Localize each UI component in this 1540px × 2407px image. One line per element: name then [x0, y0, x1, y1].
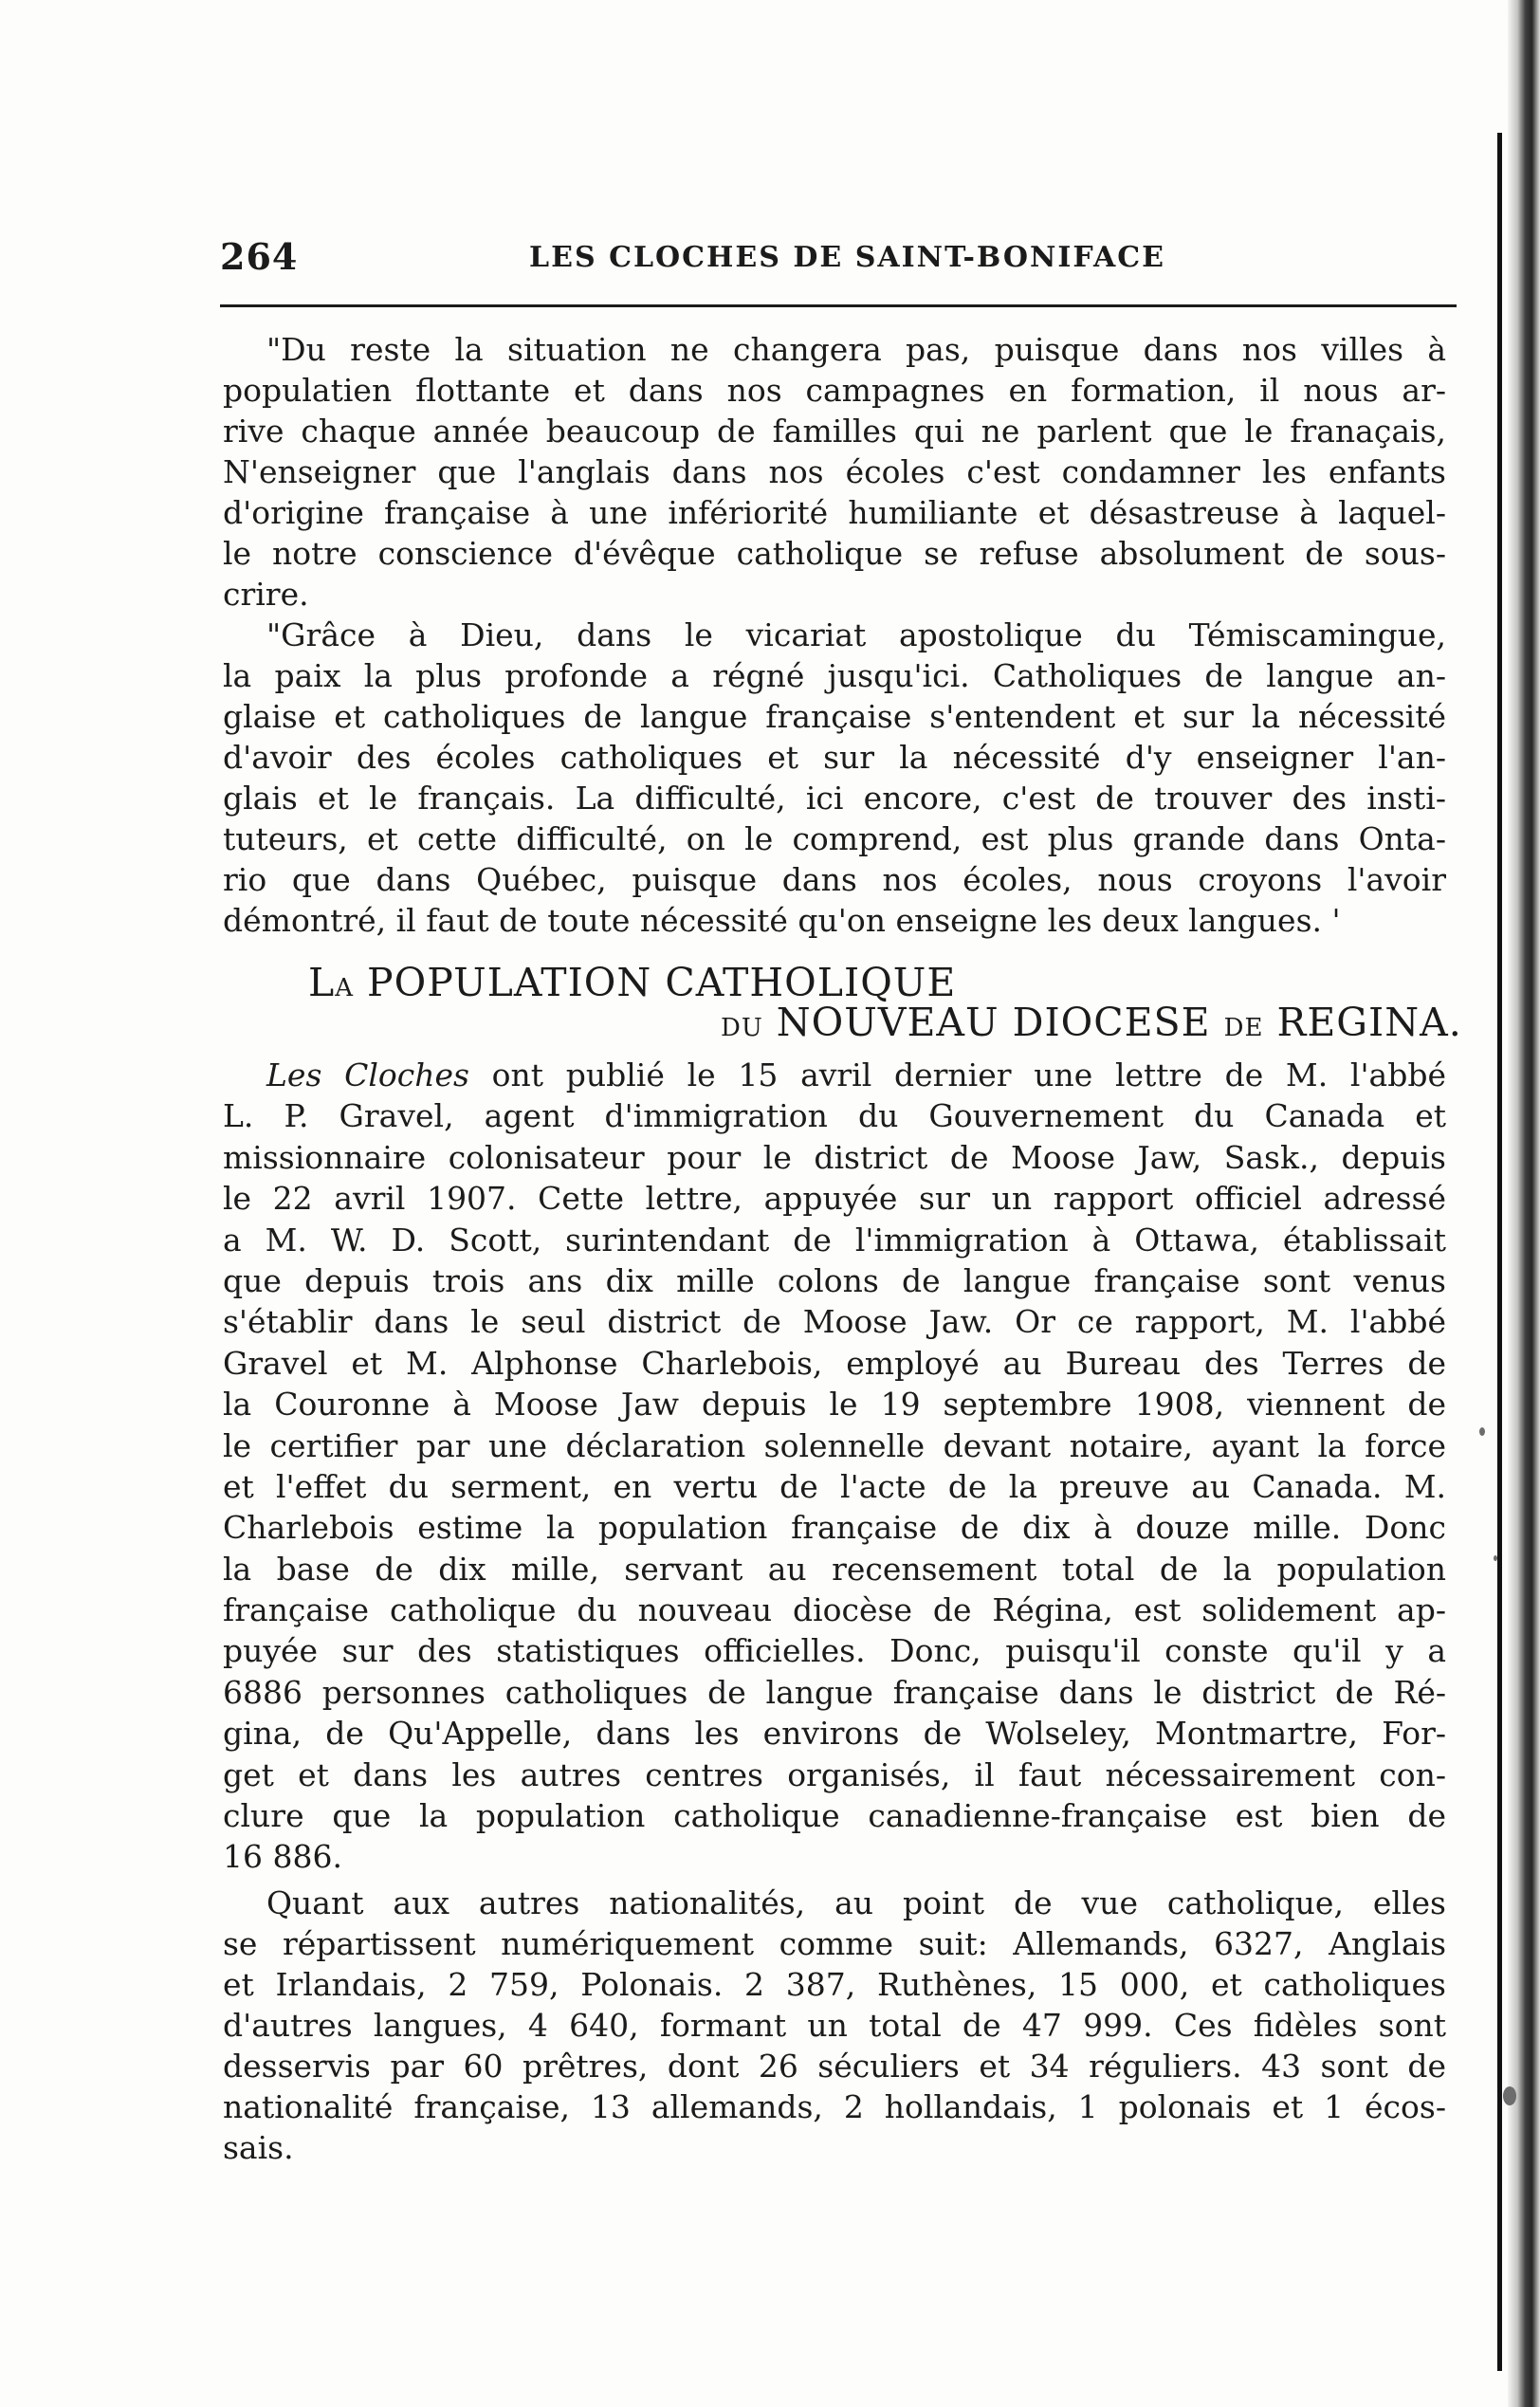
text-line: d'autres langues, 4 640, formant un total de 47 999. Ces fidèles sont [223, 2007, 1446, 2044]
text-line: Gravel et M. Alphonse Charlebois, employé au Bureau des Terres de [223, 1344, 1446, 1382]
section-title-line-2 [721, 1000, 1462, 1045]
title-capital: L [308, 960, 336, 1005]
quote-paragraph-1 [223, 329, 1446, 615]
text-line: 6886 personnes catholiques de langue française dans le district de Ré- [223, 1673, 1446, 1711]
section-title-line-1 [308, 960, 956, 1005]
text-line: crire. [223, 576, 309, 613]
text-line: glais et le français. La difficulté, ici encore, c'est de trouver des insti- [223, 780, 1446, 817]
text-line: sais. [223, 2129, 294, 2166]
text-line: la paix la plus profonde a régné jusqu'ici. Catholiques de langue an- [223, 657, 1446, 694]
title-text: POPULATION CATHOLIQUE [354, 960, 957, 1005]
text-line: get et dans les autres centres organisés, il faut nécessairement con- [223, 1755, 1446, 1793]
text-line: démontré, il faut de toute nécessité qu'on enseigne les deux langues. ' [223, 902, 1341, 939]
title-text: REGINA. [1263, 1000, 1462, 1045]
quote-paragraph-2 [223, 615, 1446, 941]
text-line: le notre conscience d'évêque catholique se refuse absolument de sous- [223, 535, 1446, 572]
header-rule [220, 304, 1457, 307]
running-title: LES CLOCHES DE SAINT-BONIFACE [529, 241, 1165, 274]
text-line: N'enseigner que l'anglais dans nos écoles c'est condamner les enfants [223, 453, 1446, 490]
text-line: rio que dans Québec, puisque dans nos écoles, nous croyons l'avoir [223, 861, 1446, 898]
text-span: ont publié le 15 avril dernier une lettre de M. l'abbé [468, 1057, 1446, 1093]
title-text: NOUVEAU DIOCESE [762, 1000, 1224, 1045]
text-line: et Irlandais, 2 759, Polonais. 2 387, Ruthènes, 15 000, et catholiques [223, 1966, 1446, 2003]
text-line: clure que la population catholique canadienne-française est bien de [223, 1797, 1446, 1835]
text-line: gina, de Qu'Appelle, dans les environs de Wolseley, Montmartre, For- [223, 1715, 1446, 1753]
title-small-cap: A [335, 974, 355, 1002]
article-paragraph-2 [223, 1883, 1446, 2168]
text-line: L. P. Gravel, agent d'immigration du Gouvernement du Canada et [223, 1097, 1446, 1135]
text-line: 16 886. [223, 1838, 342, 1876]
title-small-cap: DE [1223, 1014, 1264, 1042]
text-line: populatien flottante et dans nos campagnes en formation, il nous ar- [223, 372, 1446, 409]
text-line: s'établir dans le seul district de Moose Jaw. Or ce rapport, M. l'abbé [223, 1303, 1446, 1341]
ink-speck [1479, 1427, 1485, 1436]
text-line: se répartissent numériquement comme suit: Allemands, 6327, Anglais [223, 1925, 1446, 1962]
text-line: a M. W. D. Scott, surintendant de l'immigration à Ottawa, établissait [223, 1221, 1446, 1259]
book-spine-shadow [1508, 0, 1540, 2407]
ink-speck [1503, 2086, 1516, 2105]
text-line: nationalité française, 13 allemands, 2 hollandais, 1 polonais et 1 écos- [223, 2088, 1446, 2125]
publication-name: Les Cloches [266, 1057, 469, 1093]
text-line: Charlebois estime la population française de dix à douze mille. Donc [223, 1509, 1446, 1547]
text-line: le certifier par une déclaration solennelle devant notaire, ayant la force [223, 1426, 1446, 1464]
text-line: glaise et catholiques de langue française s'entendent et sur la nécessité [223, 698, 1446, 735]
text-line: et l'effet du serment, en vertu de l'acte de la preuve au Canada. M. [223, 1467, 1446, 1505]
text-line: française catholique du nouveau diocèse de Régina, est solidement ap- [223, 1591, 1446, 1629]
text-line: que depuis trois ans dix mille colons de langue française sont venus [223, 1261, 1446, 1299]
page-edge-line [1497, 133, 1502, 2371]
title-small-cap: DU [721, 1014, 763, 1042]
page-number: 264 [220, 235, 299, 278]
text-line: missionnaire colonisateur pour le district de Moose Jaw, Sask., depuis [223, 1138, 1446, 1176]
text-line: la base de dix mille, servant au recensement total de la population [223, 1550, 1446, 1588]
text-line: puyée sur des statistiques officielles. Donc, puisqu'il conste qu'il y a [223, 1632, 1446, 1670]
text-line: Quant aux autres nationalités, au point de vue catholique, elles [266, 1884, 1446, 1921]
ink-speck [1494, 1555, 1497, 1561]
text-line: desservis par 60 prêtres, dont 26 séculiers et 34 réguliers. 43 sont de [223, 2048, 1446, 2085]
article-paragraph-1 [223, 1055, 1446, 1878]
page-header [220, 235, 1451, 292]
text-line: rive chaque année beaucoup de familles qui ne parlent que le franaçais, [223, 413, 1446, 450]
text-line: la Couronne à Moose Jaw depuis le 19 septembre 1908, viennent de [223, 1386, 1446, 1424]
text-line: "Du reste la situation ne changera pas, puisque dans nos villes à [266, 331, 1446, 368]
text-line: le 22 avril 1907. Cette lettre, appuyée sur un rapport officiel adressé [223, 1180, 1446, 1218]
text-line: tuteurs, et cette difficulté, on le comprend, est plus grande dans Onta- [223, 820, 1446, 857]
text-line [223, 1055, 1446, 1095]
text-line: d'avoir des écoles catholiques et sur la nécessité d'y enseigner l'an- [223, 739, 1446, 776]
text-line: "Grâce à Dieu, dans le vicariat apostolique du Témiscamingue, [266, 616, 1446, 653]
text-line: d'origine française à une infériorité humiliante et désastreuse à laquel- [223, 494, 1446, 531]
